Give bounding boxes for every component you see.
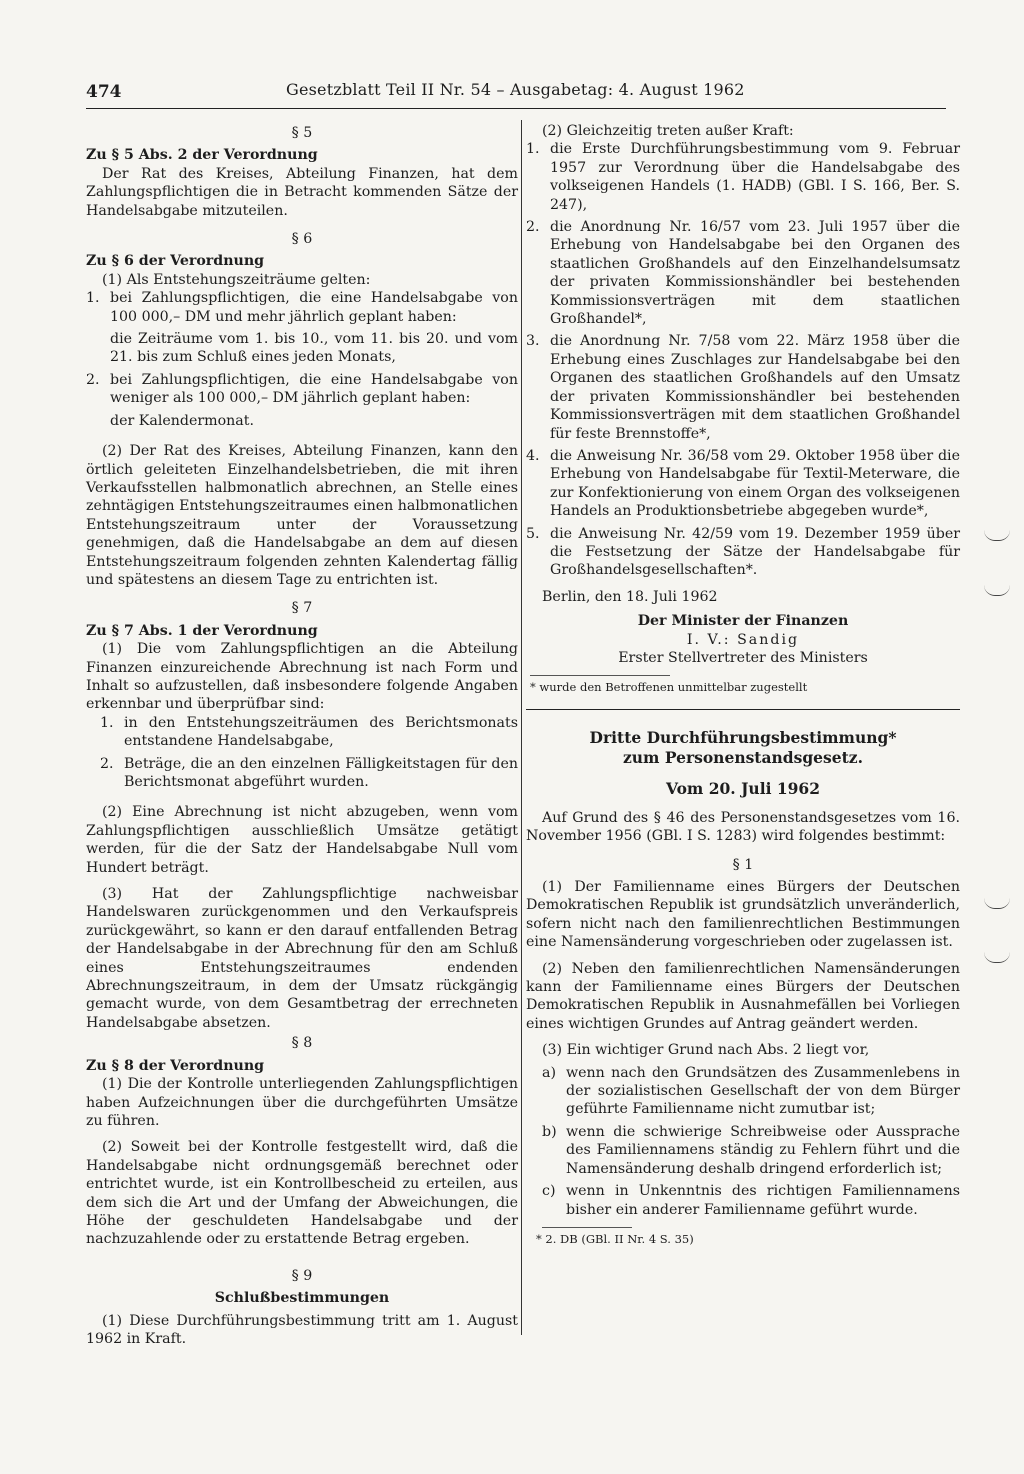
- section-6-heading: Zu § 6 der Verordnung: [86, 253, 265, 270]
- list-item-text: Beträge, die an den einzelnen Fälligkeitstagen für den Berichtsmonat abgeführt wurden.: [124, 755, 518, 790]
- list-item-subtext: der Kalendermonat.: [110, 412, 254, 429]
- document-title: Dritte Durchführungsbestimmung*: [589, 728, 897, 748]
- section-1-para-2: (2) Neben den familienrechtlichen Namensänderungen kann der Familienname eines Bürgers der Deutschen Demokratischen Republik in Ausnahmefällen bei Vorliegen eines wichtigen Grundes auf Antrag geändert werden.: [526, 960, 960, 1032]
- list-item: [526, 1182, 960, 1219]
- document-subtitle: zum Personenstandsgesetz.: [622, 748, 863, 768]
- section-1-para-1: (1) Der Familienname eines Bürgers der Deutschen Demokratischen Republik ist grundsätzlich unveränderlich, sofern nicht nach den familienrechtlichen Bestimmungen eine Namensänderung vorgeschrieben oder zugelassen ist.: [526, 879, 960, 951]
- list-item-text: in den Entstehungszeiträumen des Berichtsmonats entstandene Handelsabgabe,: [124, 714, 518, 750]
- place-date: Berlin, den 18. Juli 1962: [542, 588, 718, 605]
- list-item: [526, 525, 960, 580]
- list-item-number: 1.: [100, 714, 114, 731]
- list-item-number: 4.: [526, 447, 540, 464]
- margin-mark: [984, 898, 1010, 909]
- list-item-text: die Anweisung Nr. 42/59 vom 19. Dezember 1959 über die Festsetzung der Sätze der Handelsabgabe für Großhandelsgesellschaften*.: [550, 525, 960, 579]
- section-7-para-2: (2) Eine Abrechnung ist nicht abzugeben, wenn vom Zahlungspflichtigen ausschließlich Umsätze getätigt werden, für die der Satz der Handelsabgabe Null vom Hundert beträgt.: [86, 804, 518, 876]
- preamble: Auf Grund des § 46 des Personenstandsgesetzes vom 16. November 1956 (GBl. I S. 1283) wird folgendes bestimmt:: [526, 809, 960, 845]
- section-8-number: § 8: [291, 1035, 313, 1052]
- page-number: 474: [86, 82, 122, 102]
- list-item: [86, 289, 518, 326]
- signature-role: Erster Stellvertreter des Ministers: [618, 649, 868, 666]
- right-column: [526, 122, 960, 1247]
- section-6-number: § 6: [291, 231, 313, 248]
- list-item-number: 2.: [526, 219, 540, 236]
- list-item: [526, 140, 960, 214]
- section-7-number: § 7: [291, 600, 313, 617]
- section-divider: [526, 709, 960, 710]
- margin-mark: [984, 952, 1010, 963]
- list-item-subtext: die Zeiträume vom 1. bis 10., vom 11. bis 20. und vom 21. bis zum Schluß eines jeden Monats,: [110, 331, 518, 366]
- section-9-para-1: (1) Diese Durchführungsbestimmung tritt am 1. August 1962 in Kraft.: [86, 1312, 518, 1347]
- list-item: [526, 1064, 960, 1119]
- list-item-number: b): [542, 1123, 557, 1140]
- section-8-heading: Zu § 8 der Verordnung: [86, 1057, 265, 1074]
- section-8-para-1: (1) Die der Kontrolle unterliegenden Zahlungspflichtigen haben Aufzeichnungen über die durchgeführten Umsätze zu führen.: [86, 1076, 518, 1129]
- list-item-number: c): [542, 1183, 556, 1200]
- section-9-number: § 9: [291, 1267, 313, 1284]
- left-column: [86, 124, 518, 1348]
- list-item-text: wenn die schwierige Schreibweise oder Aussprache des Familiennamens ständig zu Fehlern führt und die Namensänderung deshalb dringend erforderlich ist;: [566, 1123, 960, 1177]
- section-7-para-1: (1) Die vom Zahlungspflichtigen an die Abteilung Finanzen einzureichende Abrechnung ist nach Form und Inhalt so aufzustellen, daß insbesondere folgende Angaben erkennbar und überprüfbar sind:: [86, 641, 518, 713]
- list-item-number: 1.: [526, 141, 540, 158]
- signature-organization: Der Minister der Finanzen: [637, 613, 849, 630]
- list-item-number: 5.: [526, 525, 540, 542]
- section-5-heading: Zu § 5 Abs. 2 der Verordnung: [86, 147, 318, 164]
- footnote-rule: [530, 675, 670, 676]
- list-item-text: die Erste Durchführungsbestimmung vom 9. Februar 1957 zur Verordnung über die Handelsabgabe des volkseigenen Handels (1. HADB) (GBl. I S. 166, Ber. S. 247),: [550, 141, 960, 213]
- section-5-number: § 5: [291, 125, 313, 141]
- margin-mark: [984, 585, 1010, 596]
- repeal-intro: (2) Gleichzeitig treten außer Kraft:: [542, 123, 794, 139]
- list-item: [86, 371, 518, 408]
- running-title: Gesetzblatt Teil II Nr. 54 – Ausgabetag: 4. August 1962: [286, 80, 745, 99]
- list-item-text: bei Zahlungspflichtigen, die eine Handelsabgabe von weniger als 100 000,– DM jährlich geplant haben:: [110, 371, 518, 407]
- signature-name: I. V.: Sandig: [686, 631, 800, 648]
- list-item-number: 1.: [86, 290, 100, 307]
- section-7-para-3: (3) Hat der Zahlungspflichtige nachweisbar Handelswaren zurückgenommen und den Verkaufspreis zurückgewährt, so kann er den darauf entfallenden Betrag der Handelsabgabe in der Abrechnung für den am Schluß eines Entstehungszeitraumes endenden Abrechnungszeitraum, in dem der Umsatz rückgängig gemacht wurde, von dem Gesamtbetrag der errechneten Handelsabgabe absetzen.: [86, 886, 518, 1031]
- section-5-text: Der Rat des Kreises, Abteilung Finanzen, hat dem Zahlungspflichtigen die in Betracht kommenden Sätze der Handelsabgabe mitzuteilen.: [86, 165, 518, 219]
- list-item-text: die Anweisung Nr. 36/58 vom 29. Oktober 1958 über die Erhebung von Handelsabgabe für Textil-Meterware, die zur Konfektionierung von einem Organ des volkseigenen Handels an Produktionsbetriebe abgegeben wurde*,: [550, 447, 960, 520]
- list-item-text: bei Zahlungspflichtigen, die eine Handelsabgabe von 100 000,– DM und mehr jährlich geplant haben:: [110, 290, 518, 325]
- list-item: [526, 1123, 960, 1178]
- section-8-para-2: (2) Soweit bei der Kontrolle festgestellt wird, daß die Handelsabgabe nicht ordnungsgemäß berechnet oder entrichtet wurde, ist ein Kontrollbescheid zu erteilen, aus dem sich die Art und der Umfang der Abweichungen, die Höhe der geschuldeten Handelsabgabe und der nachzuzahlende oder zu erstattende Betrag ergeben.: [86, 1139, 518, 1248]
- footnote-rule: [542, 1227, 632, 1228]
- list-item-text: wenn in Unkenntnis des richtigen Familiennamens bisher ein anderer Familienname geführt wurde.: [566, 1183, 960, 1218]
- list-item-number: 3.: [526, 333, 540, 350]
- column-divider: [521, 120, 522, 1335]
- footnote: * wurde den Betroffenen unmittelbar zugestellt: [530, 680, 808, 695]
- section-1-number: § 1: [732, 856, 754, 873]
- list-item: [86, 755, 518, 792]
- list-item-number: a): [542, 1064, 556, 1081]
- section-6-para-1: (1) Als Entstehungszeiträume gelten:: [102, 271, 371, 288]
- section-7-heading: Zu § 7 Abs. 1 der Verordnung: [86, 622, 318, 639]
- section-6-para-2: (2) Der Rat des Kreises, Abteilung Finanzen, kann den örtlich geleiteten Einzelhandelsbetrieben, die mit ihren Verkaufsstellen halbmonatlich abrechnen, an Stelle eines zehntägigen Entstehungszeitraumes einen halbmonatlichen Entstehungszeitraum unter der Voraussetzung genehmigen, daß die Handelsabgabe an dem auf diesen Entstehungszeitraum folgenden zehnten Kalendertag fällig und spätestens an diesem Tage zu entrichten ist.: [86, 443, 518, 588]
- section-9-heading: Schlußbestimmungen: [214, 1290, 390, 1307]
- list-item-text: die Anordnung Nr. 16/57 vom 23. Juli 1957 über die Erhebung von Handelsabgabe bei den Organen des staatlichen Großhandels auf den Einzelhandelsumsatz der privaten Kommissionshändler bei bestehenden Kommissionsverträgen mit dem staatlichen Großhandel*,: [550, 219, 960, 328]
- list-item: [526, 332, 960, 442]
- list-item: [526, 447, 960, 521]
- section-1-para-3: (3) Ein wichtiger Grund nach Abs. 2 liegt vor,: [542, 1042, 870, 1059]
- footnote: * 2. DB (GBl. II Nr. 4 S. 35): [536, 1231, 694, 1246]
- list-item: [526, 218, 960, 328]
- list-item-text: wenn nach den Grundsätzen des Zusammenlebens in der sozialistischen Gesellschaft der von dem Bürger geführte Familienname nicht zumutbar ist;: [566, 1064, 960, 1118]
- page-header: [86, 78, 946, 109]
- document-date: Vom 20. Juli 1962: [665, 779, 821, 799]
- list-item-text: die Anordnung Nr. 7/58 vom 22. März 1958 über die Erhebung eines Zuschlages zur Handelsabgabe bei den Organen des staatlichen Großhandels auf den Umsatz der privaten Kommissionshändler bei bestehenden Kommissionsverträgen mit dem staatlichen Großhandel für feste Brennstoffe*,: [550, 333, 960, 442]
- margin-mark: [984, 530, 1010, 541]
- list-item-number: 2.: [100, 755, 114, 772]
- list-item: [86, 714, 518, 751]
- list-item-number: 2.: [86, 371, 100, 388]
